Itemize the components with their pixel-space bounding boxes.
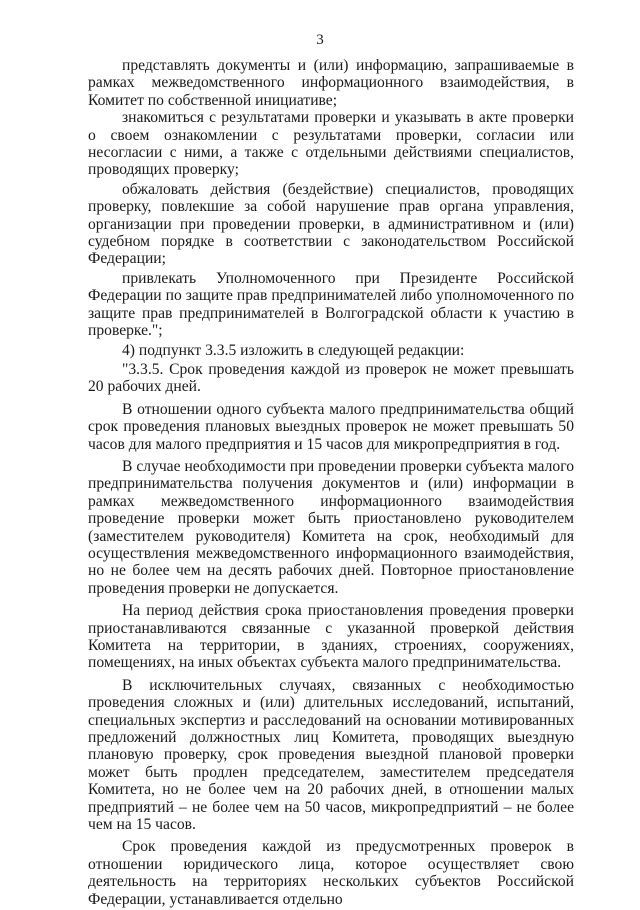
paragraph-multi-region: Срок проведения каждой из предусмотренных проверок в отношении юридического лица, которое осуществляет свою деятельность на территориях нескольких субъектов Российской Федерации, устанавливается отдельно xyxy=(88,838,574,908)
paragraph-suspension-period: На период действия срока приостановления проведения проверки приостанавливаются связанные с указанной проверкой действия Комитета на территории, в зданиях, строениях, сооружениях, помещениях, на иных объектах субъекта малого предпринимательства. xyxy=(88,602,574,672)
paragraph-rights-appeal: обжаловать действия (бездействие) специалистов, проводящих проверку, повлекшие за собой нарушение прав органа управления, организации при проведении проверки, в административном и (или) судебном порядке в соответствии с законодательством Российской Федерации; xyxy=(88,180,574,268)
page-number: 3 xyxy=(316,32,324,48)
paragraph-extension: В исключительных случаях, связанных с необходимостью проведения сложных и (или) длительных исследований, испытаний, специальных экспертиз и расследований на основании мотивированных предложений должностных лиц Комитета, проводящих выездную плановую проверку, срок проведения выездной плановой проверки может быть продлен председателем, заместителем председателя Комитета, но не более чем на 20 рабочих дней, в отношении малых предприятий – не более чем на 50 часов, микропредприятий – не более чем на 15 часов. xyxy=(88,676,574,834)
paragraph-rights-submit-documents: представлять документы и (или) информацию, запрашиваемые в рамках межведомственного информационного взаимодействия, в Комитет по собственной инициативе; xyxy=(88,57,574,109)
paragraph-suspension: В случае необходимости при проведении проверки субъекта малого предпринимательства получения документов и (или) информации в рамках межведомственного информационного взаимодействия проведение проверки может быть приостановлено руководителем (заместителем руководителя) Комитета на срок, необходимый для осуществления межведомственного информационного взаимодействия, но не более чем на десять рабочих дней. Повторное приостановление проведения проверки не допускается. xyxy=(88,457,574,597)
paragraph-rights-review-results: знакомиться с результатами проверки и указывать в акте проверки о своем ознакомлении с результатами проверки, согласии или несогласии с ними, а также с отдельными действиями специалистов, проводящих проверку; xyxy=(88,109,574,179)
document-body xyxy=(88,57,574,910)
paragraph-small-business-limit: В отношении одного субъекта малого предпринимательства общий срок проведения плановых выездных проверок не может превышать 50 часов для малого предприятия и 15 часов для микропредприятия в год. xyxy=(88,400,574,453)
paragraph-rights-ombudsman: привлекать Уполномоченного при Президенте Российской Федерации по защите прав предпринимателей либо уполномоченного по защите прав предпринимателей в Волгоградской области к участию в проверке."; xyxy=(88,269,574,340)
paragraph-clause-3-3-5: "3.3.5. Срок проведения каждой из проверок не может превышать 20 рабочих дней. xyxy=(88,360,574,396)
paragraph-amendment-intro: 4) подпункт 3.3.5 изложить в следующей редакции: xyxy=(122,341,465,359)
